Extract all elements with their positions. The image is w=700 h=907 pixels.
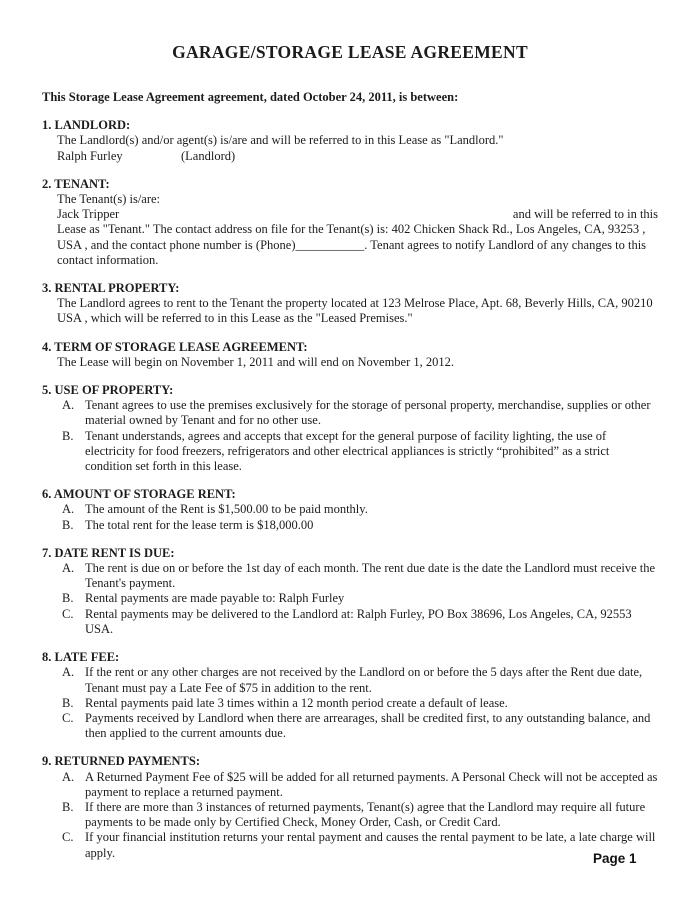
section-heading: 8. LATE FEE: bbox=[42, 650, 120, 665]
item-text: A Returned Payment Fee of $25 will be added for all returned payments. A Personal Check will not be accepted as payment to replace a returned payment. bbox=[85, 769, 658, 799]
section-7 bbox=[42, 546, 658, 637]
lettered-item bbox=[57, 830, 658, 860]
item-letter: A. bbox=[62, 665, 75, 680]
item-letter: C. bbox=[62, 710, 74, 725]
line-left-text: Ralph Furley bbox=[57, 148, 123, 163]
section-content bbox=[57, 665, 658, 741]
item-letter: B. bbox=[62, 695, 74, 710]
item-text: If the rent or any other charges are not received by the Landlord on or before the 5 days after the Rent due date, Tenant must pay a Late Fee of $75 in addition to the rent. bbox=[85, 665, 643, 695]
lettered-item bbox=[57, 607, 658, 637]
section-paragraph: The Tenant(s) is/are: bbox=[57, 192, 161, 207]
lettered-item bbox=[57, 665, 658, 695]
item-text: Rental payments may be delivered to the Landlord at: Ralph Furley, PO Box 38696, Los Angeles, CA, 92553 USA. bbox=[85, 606, 632, 636]
section-heading: 4. TERM OF STORAGE LEASE AGREEMENT: bbox=[42, 339, 308, 354]
item-text: The amount of the Rent is $1,500.00 to be paid monthly. bbox=[85, 502, 368, 517]
section-heading: 2. TENANT: bbox=[42, 176, 110, 191]
lettered-item bbox=[57, 770, 658, 800]
item-text: If your financial institution returns your rental payment and causes the rental payment to be late, a late charge will apply. bbox=[85, 830, 656, 860]
section-1 bbox=[42, 118, 658, 164]
section-content bbox=[57, 398, 658, 474]
name-continuation-line bbox=[57, 207, 658, 222]
line-left-text: Jack Tripper bbox=[57, 207, 120, 222]
section-heading: 1. LANDLORD: bbox=[42, 118, 131, 133]
document-body bbox=[42, 118, 658, 861]
section-heading: 9. RETURNED PAYMENTS: bbox=[42, 754, 201, 769]
section-9 bbox=[42, 754, 658, 860]
item-letter: A. bbox=[62, 398, 75, 413]
lettered-item bbox=[57, 518, 658, 533]
item-text: Rental payments are made payable to: Ralph Furley bbox=[85, 591, 345, 606]
section-heading: 7. DATE RENT IS DUE: bbox=[42, 545, 175, 560]
lettered-item bbox=[57, 561, 658, 591]
item-text: Tenant understands, agrees and accepts that except for the general purpose of facility lighting, the use of electricity for food freezers, refrigerators and other electrical appliances is strictly “prohibited” as a strict condition set forth in this lease. bbox=[85, 428, 610, 474]
section-3 bbox=[42, 281, 658, 327]
item-text: Payments received by Landlord when there are arrearages, shall be credited first, to any outstanding balance, and then applied to the current amounts due. bbox=[85, 710, 651, 741]
lettered-item bbox=[57, 398, 658, 428]
name-role-line bbox=[57, 149, 658, 164]
section-content bbox=[57, 561, 658, 637]
line-right-text: and will be referred to in this bbox=[512, 207, 658, 222]
page-number: Page 1 bbox=[593, 851, 637, 866]
section-5 bbox=[42, 383, 658, 474]
item-text: Rental payments paid late 3 times within a 12 month period create a default of lease. bbox=[85, 695, 508, 710]
section-paragraph: The Landlord(s) and/or agent(s) is/are and will be referred to in this Lease as "Landlord." bbox=[57, 133, 504, 148]
lettered-item bbox=[57, 711, 658, 741]
lettered-item bbox=[57, 800, 658, 830]
section-8 bbox=[42, 650, 658, 741]
section-heading: 6. AMOUNT OF STORAGE RENT: bbox=[42, 487, 236, 502]
item-letter: B. bbox=[62, 428, 74, 443]
item-letter: B. bbox=[62, 517, 74, 532]
section-content bbox=[57, 502, 658, 532]
lettered-item bbox=[57, 696, 658, 711]
item-letter: B. bbox=[62, 591, 74, 606]
section-content bbox=[57, 192, 658, 268]
item-text: If there are more than 3 instances of returned payments, Tenant(s) agree that the Landlord may require all future payments to be made only by Certified Check, Money Order, Cash, or Credit Card. bbox=[85, 799, 646, 830]
item-letter: A. bbox=[62, 561, 75, 576]
section-heading: 3. RENTAL PROPERTY: bbox=[42, 281, 180, 296]
item-text: The rent is due on or before the 1st day of each month. The rent due date is the date the Landlord must receive the Tenant's payment. bbox=[85, 561, 656, 591]
section-2 bbox=[42, 177, 658, 268]
item-letter: C. bbox=[62, 606, 74, 621]
item-letter: A. bbox=[62, 769, 75, 784]
section-content bbox=[57, 355, 658, 370]
item-letter: C. bbox=[62, 830, 74, 845]
item-text: Tenant agrees to use the premises exclusively for the storage of personal property, merchandise, supplies or other material owned by Tenant and for no other use. bbox=[85, 398, 651, 428]
section-content bbox=[57, 296, 658, 326]
item-text: The total rent for the lease term is $18,000.00 bbox=[85, 517, 314, 532]
section-paragraph: The Lease will begin on November 1, 2011 and will end on November 1, 2012. bbox=[57, 354, 455, 369]
section-paragraph: Lease as "Tenant." The contact address on file for the Tenant(s) is: 402 Chicken Shack Rd., Los Angeles, CA, 93253 , USA , and the contact phone number is (Phone)___________. Tenant agrees to notify Landlord of any changes to this contact information. bbox=[57, 222, 647, 267]
item-letter: A. bbox=[62, 502, 75, 517]
lettered-item bbox=[57, 502, 658, 517]
lettered-item bbox=[57, 429, 658, 475]
intro-paragraph: This Storage Lease Agreement agreement, dated October 24, 2011, is between: bbox=[42, 90, 459, 104]
section-4 bbox=[42, 340, 658, 370]
lettered-item bbox=[57, 591, 658, 606]
section-content bbox=[57, 133, 658, 163]
item-letter: B. bbox=[62, 799, 74, 814]
section-6 bbox=[42, 487, 658, 533]
section-content bbox=[57, 770, 658, 861]
line-right-text: (Landlord) bbox=[181, 148, 236, 163]
section-paragraph: The Landlord agrees to rent to the Tenant the property located at 123 Melrose Place, Apt. 68, Beverly Hills, CA, 90210 USA , which will be referred to in this Lease as the "Leased Premises." bbox=[57, 296, 653, 326]
section-heading: 5. USE OF PROPERTY: bbox=[42, 383, 174, 398]
page-title: GARAGE/STORAGE LEASE AGREEMENT bbox=[172, 42, 528, 62]
